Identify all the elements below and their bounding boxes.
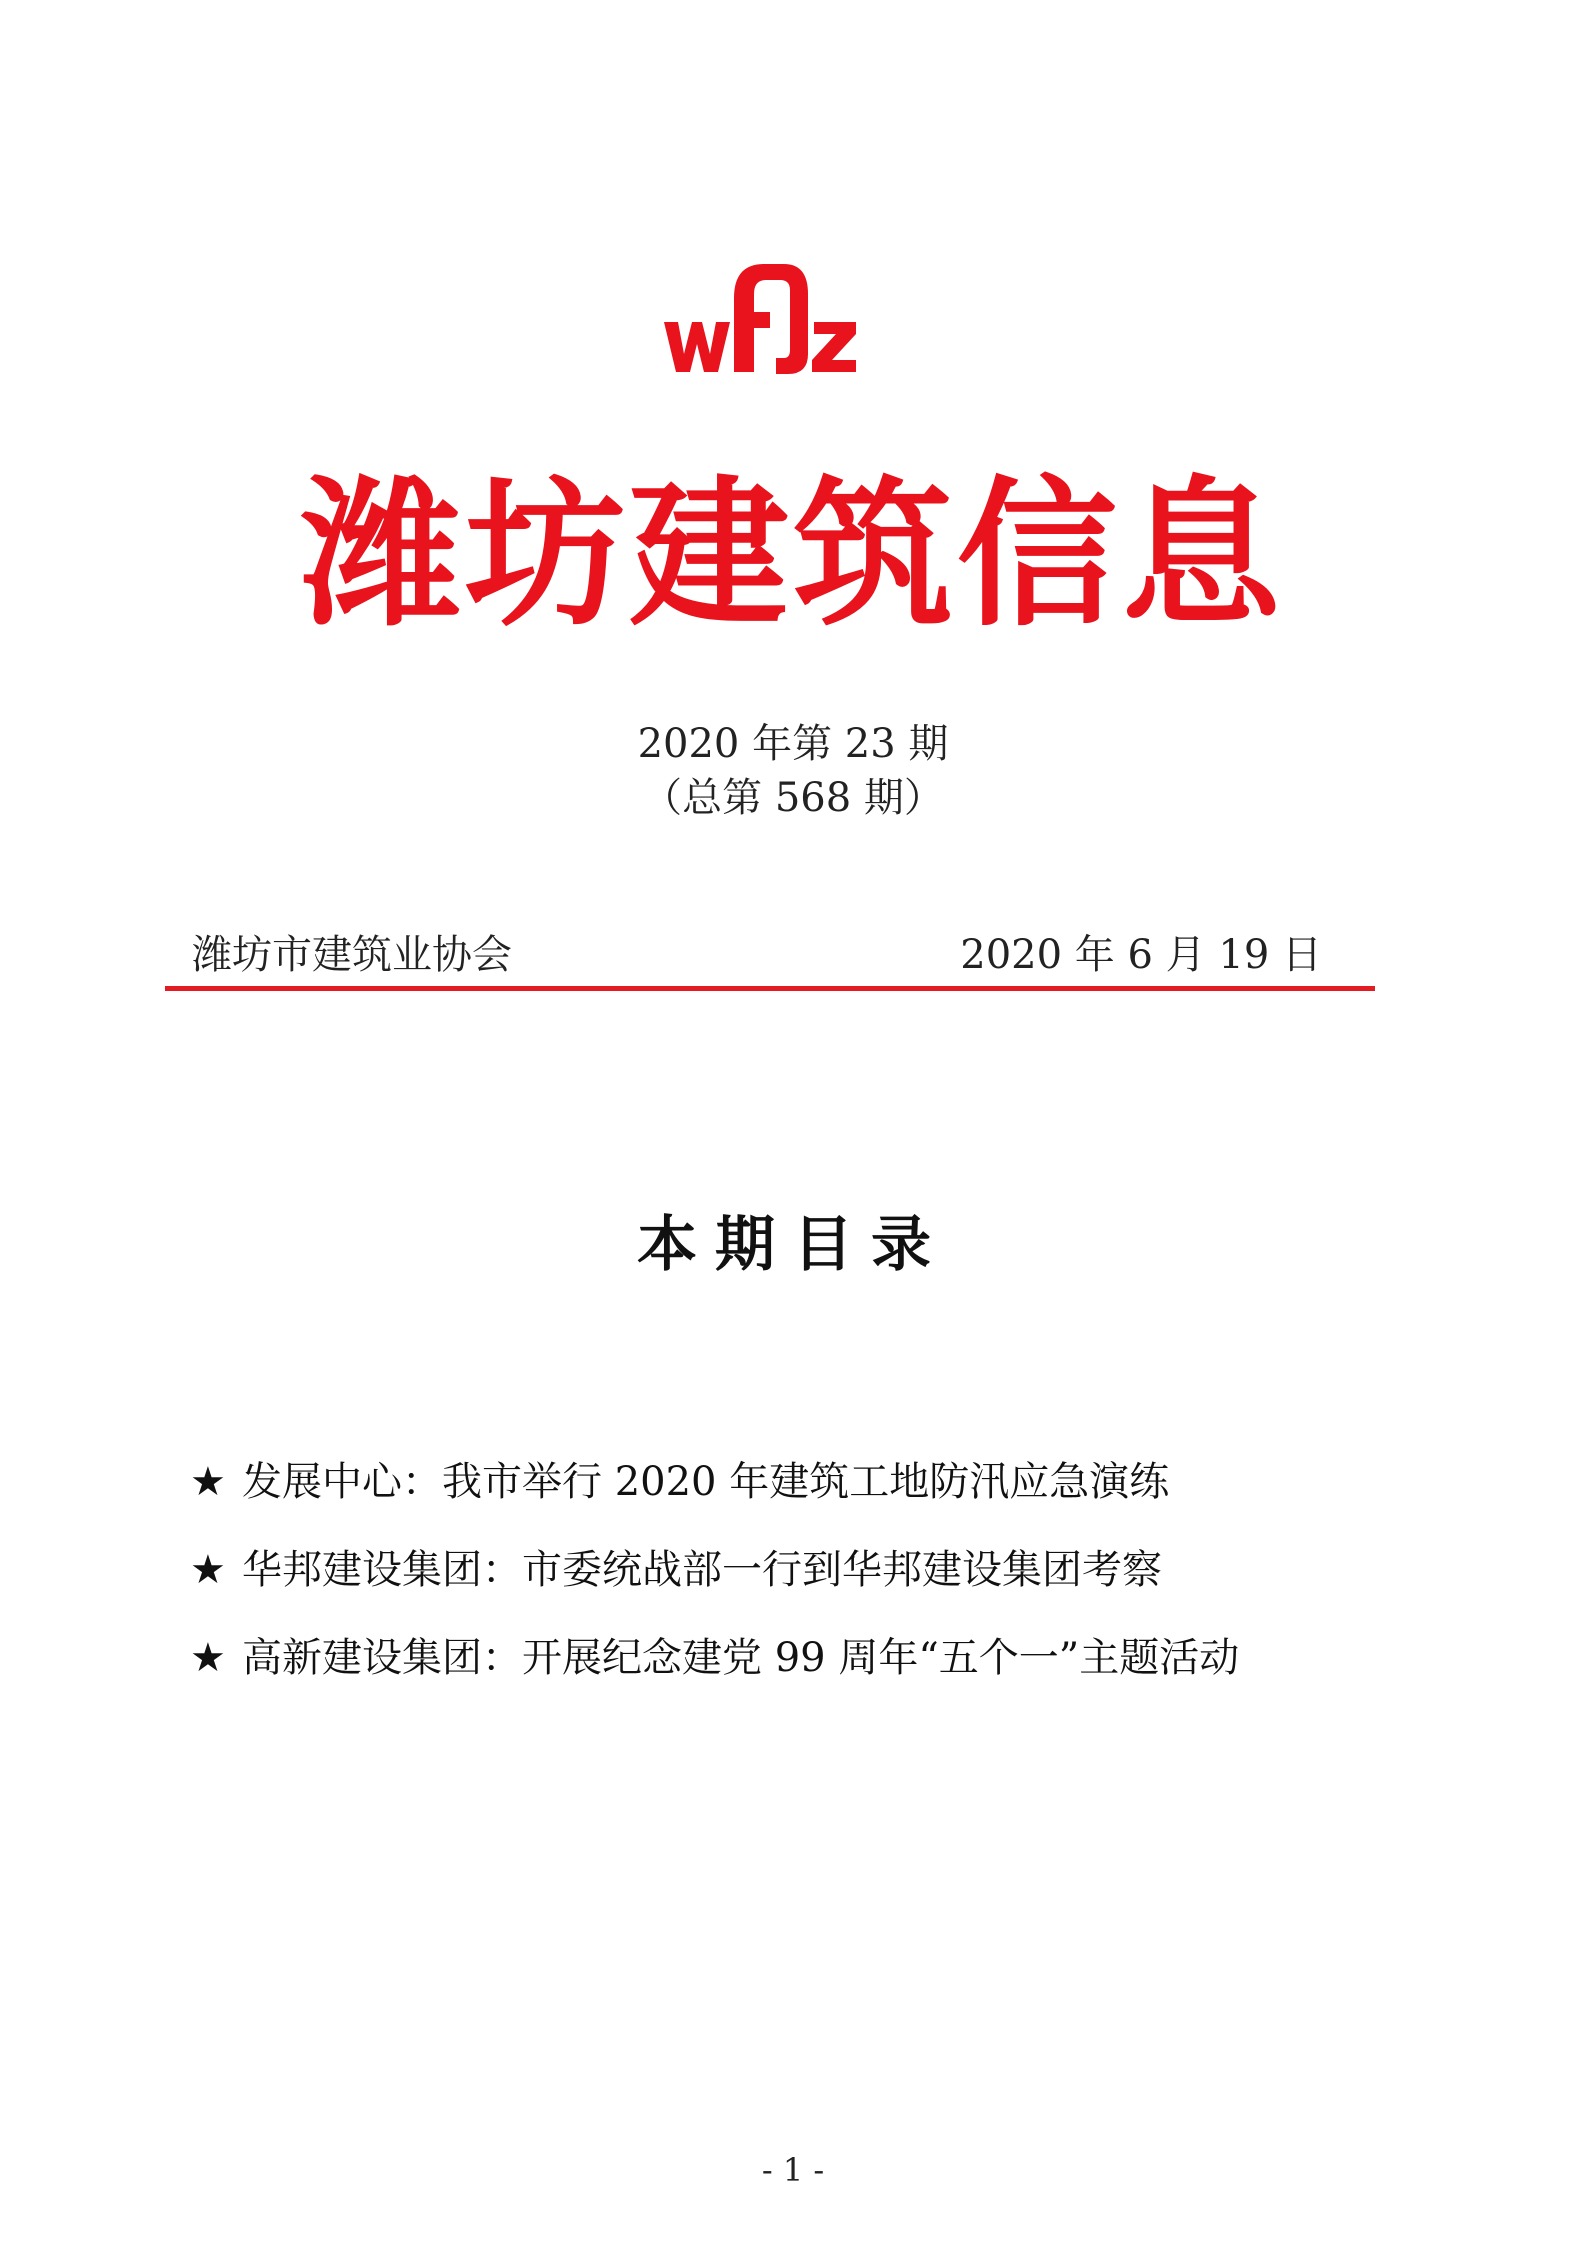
star-bullet-icon: ★: [190, 1459, 226, 1505]
toc-list: [190, 1452, 1390, 1716]
toc-item: [190, 1628, 1390, 1716]
star-bullet-icon: ★: [190, 1547, 226, 1593]
toc-item-title: 开展纪念建党 99 周年“五个一”主题活动: [522, 1635, 1240, 1681]
issue-number: 2020 年第 23 期: [637, 721, 949, 767]
toc-item-section: 发展中心：: [242, 1459, 442, 1505]
publication-date: 2020 年 6 月 19 日: [960, 932, 1322, 978]
masthead-title: 潍坊建筑信息: [300, 461, 1285, 648]
toc-heading: 本期目录: [637, 1210, 949, 1280]
toc-item-title: 市委统战部一行到华邦建设集团考察: [522, 1547, 1162, 1593]
header-divider: [165, 986, 1375, 991]
wfjz-logo-icon: [660, 250, 860, 380]
publisher-name: 潍坊市建筑业协会: [192, 932, 512, 978]
toc-item-section: 华邦建设集团：: [242, 1547, 522, 1593]
publication-info-row: [192, 927, 1322, 983]
toc-item-title: 我市举行 2020 年建筑工地防汛应急演练: [442, 1459, 1170, 1505]
toc-item-section: 高新建设集团：: [242, 1635, 522, 1681]
issue-total-number: （总第 568 期）: [642, 775, 944, 821]
toc-item: [190, 1540, 1390, 1628]
star-bullet-icon: ★: [190, 1635, 226, 1681]
page-number: - 1 -: [761, 2151, 825, 2189]
toc-item: [190, 1452, 1390, 1540]
